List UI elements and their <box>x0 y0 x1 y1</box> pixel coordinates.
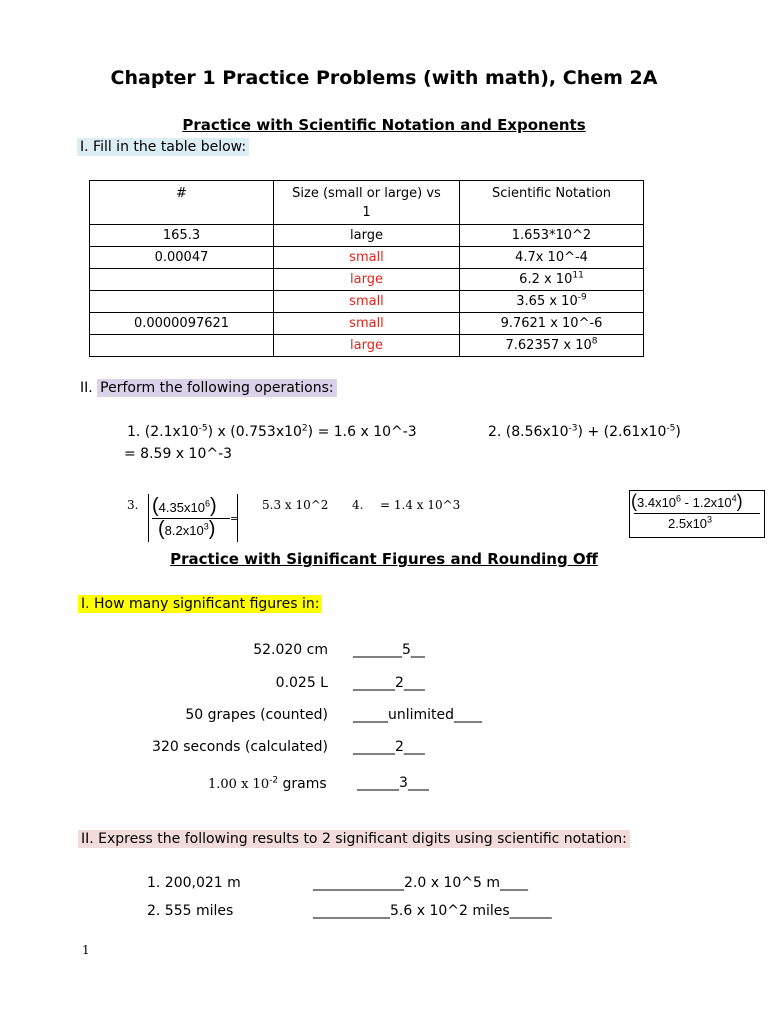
result-answer: _____________2.0 x 10^5 m____ <box>313 875 528 891</box>
sigfig-item-label: 0.025 L <box>275 675 328 691</box>
cell-number: 165.3 <box>90 225 274 247</box>
fraction-4-bar <box>634 513 760 514</box>
table-row <box>90 247 644 269</box>
problem-2: 2. $(8.56x10^{-3}) + (2.61x10^{-5})$ <box>488 423 681 440</box>
cell-number <box>90 291 274 313</box>
sigfig-part2-label: II. Express the following results to 2 significant digits using scientific notation: <box>78 830 630 848</box>
result-answer: ___________5.6 x 10^2 miles______ <box>313 903 552 919</box>
cell-number <box>90 335 274 357</box>
cell-sci: 6.2 x $10^{11}$ <box>460 269 644 291</box>
cell-sci: 9.7621 x 10^-6 <box>460 313 644 335</box>
cell-number: 0.0000097621 <box>90 313 274 335</box>
part2-label: Perform the following operations: <box>97 379 336 397</box>
sigfig-item-label: 50 grapes (counted) <box>185 707 328 723</box>
cell-sci: 3.65 x $10^{-9}$ <box>460 291 644 313</box>
cell-sci: 1.653*10^2 <box>460 225 644 247</box>
sigfig-item-answer: ______2___ <box>353 675 425 691</box>
section-heading-significant-figures: Practice with Significant Figures and Rounding Off <box>170 550 598 568</box>
problem-1: 1. $(2.1x10^{-5})$ x $(0.753x10^2) = 1.6$ x 10^-3 <box>127 423 417 440</box>
sigfig-part1-label: I. How many significant figures in: <box>78 595 322 613</box>
header-size: Size (small or large) vs 1 <box>274 181 460 225</box>
result-label: 1. 200,021 m <box>147 875 241 891</box>
cell-sci: 7.62357 x $10^8$ <box>460 335 644 357</box>
cell-number <box>90 269 274 291</box>
result-label: 2. 555 miles <box>147 903 234 919</box>
page-number: 1 <box>82 943 90 957</box>
cell-size: small <box>274 247 460 269</box>
cell-sci: 4.7x 10^-4 <box>460 247 644 269</box>
problem-3-answer: 5.3 x 10^2 <box>262 498 329 512</box>
table-row <box>90 335 644 357</box>
table-row <box>90 291 644 313</box>
fraction-4-denominator: $2.5x10^3$ <box>668 514 713 531</box>
sigfig-item-label: 52.020 cm <box>253 642 328 658</box>
section-heading-scientific-notation: Practice with Scientific Notation and Exponents <box>182 116 586 134</box>
header-number: # <box>90 181 274 225</box>
equals-sign: = <box>230 512 240 525</box>
table-row <box>90 225 644 247</box>
cell-size: small <box>274 313 460 335</box>
table-row <box>90 313 644 335</box>
part1-label: I. Fill in the table below: <box>77 138 249 156</box>
sigfig-item-label: 320 seconds (calculated) <box>152 739 328 755</box>
sigfig-item-answer: _______5__ <box>353 642 425 658</box>
sigfig-item-answer: _____unlimited____ <box>353 707 483 723</box>
cell-size: large <box>274 335 460 357</box>
fraction-4-numerator: $(3.4x10^6 - 1.2x10^4)$ <box>631 491 743 511</box>
cell-size: large <box>274 269 460 291</box>
problem-3-number: 3. <box>127 498 139 512</box>
problem-4-answer: = 1.4 x 10^3 <box>380 498 461 512</box>
sigfig-item-answer: ______2___ <box>353 739 425 755</box>
part2-number: II. <box>80 380 93 396</box>
page-title: Chapter 1 Practice Problems (with math), Chem 2A <box>110 67 658 89</box>
header-sci: Scientific Notation <box>460 181 644 225</box>
problem-1-continued: = 8.59 x 10^-3 <box>124 446 233 462</box>
cell-size: large <box>274 225 460 247</box>
scientific-notation-table <box>89 180 644 357</box>
part2-row <box>80 380 337 396</box>
fraction-3-denominator: $(8.2x10^3)$ <box>158 518 216 540</box>
cell-size: small <box>274 291 460 313</box>
table-row <box>90 269 644 291</box>
fraction-3-numerator: $(4.35x10^6)$ <box>152 495 217 517</box>
sigfig-item-5-label: 1.00 x $10^{-2}$ grams <box>208 775 327 792</box>
table-header-row <box>90 181 644 225</box>
cell-number: 0.00047 <box>90 247 274 269</box>
problem-4-number: 4. <box>352 498 364 512</box>
sigfig-item-5-answer: ______3___ <box>357 775 429 791</box>
